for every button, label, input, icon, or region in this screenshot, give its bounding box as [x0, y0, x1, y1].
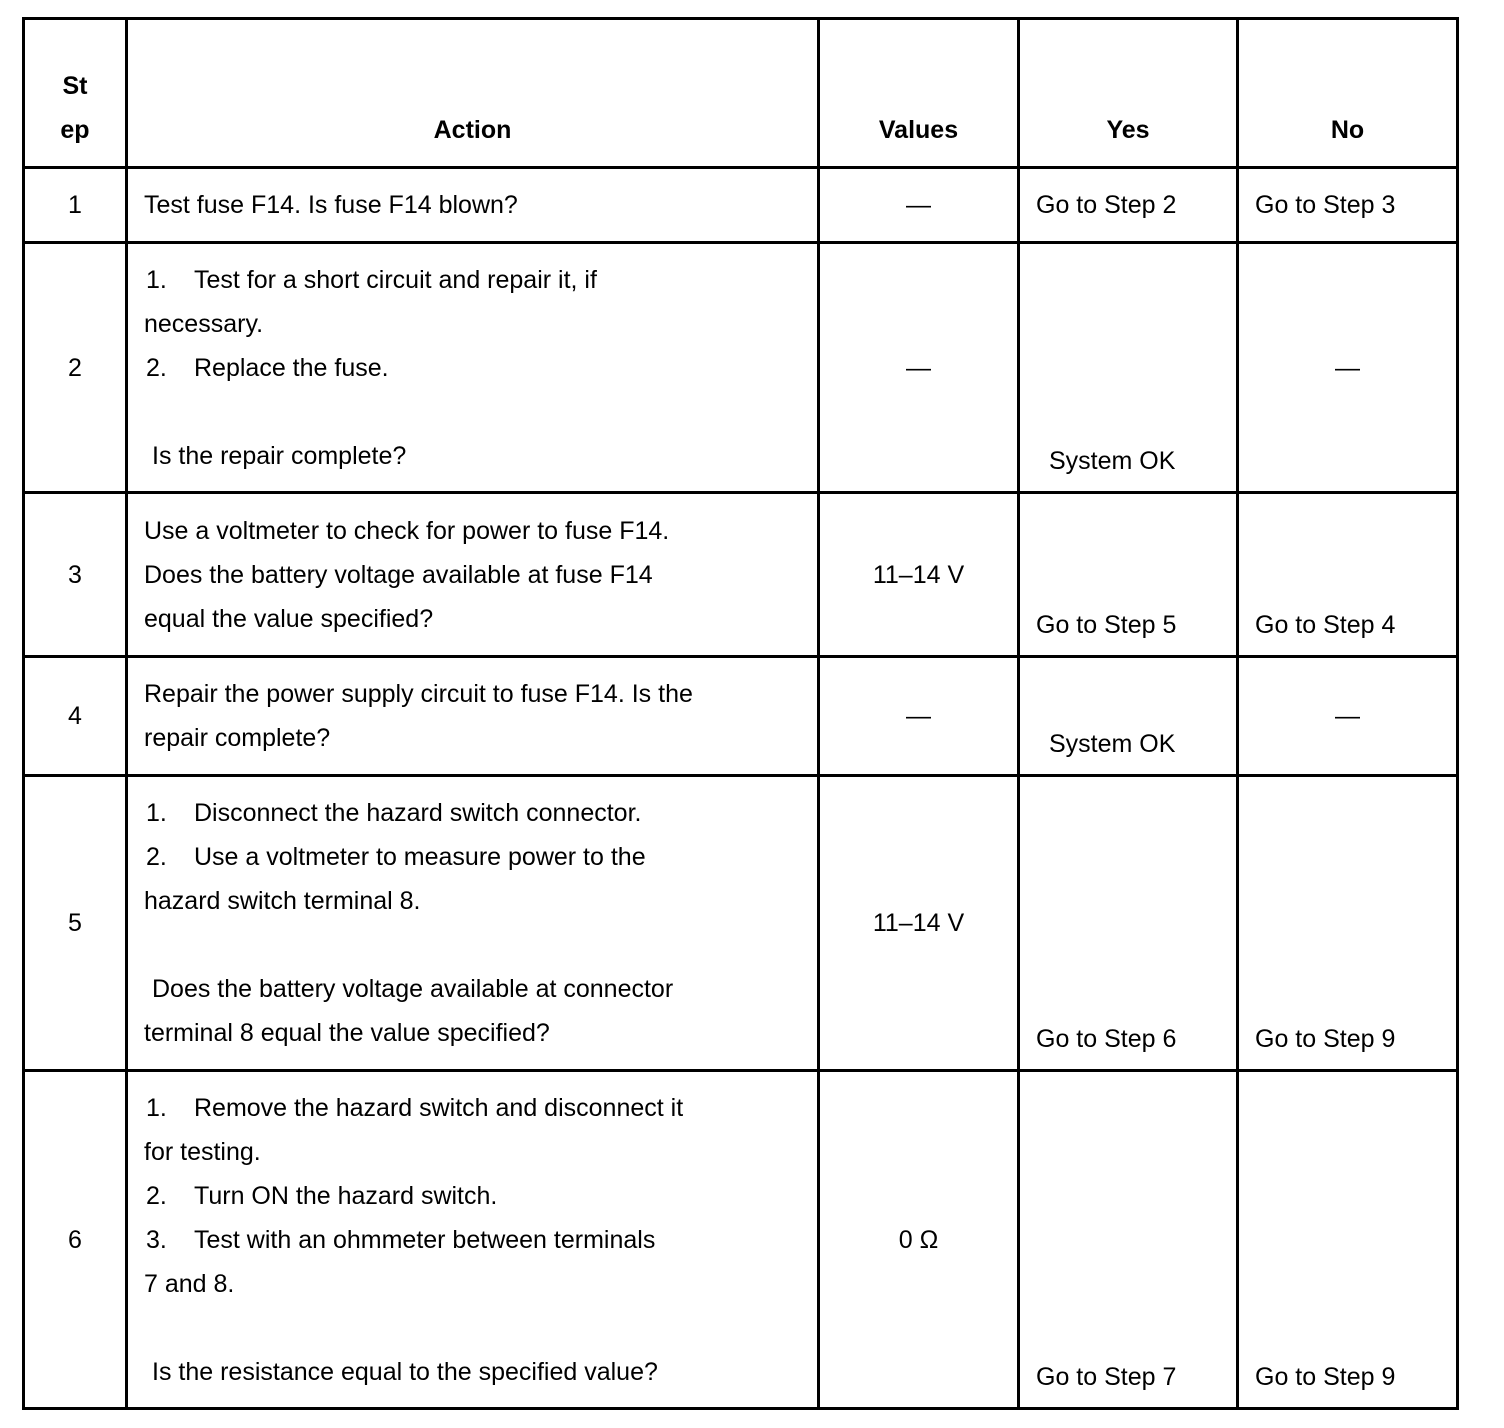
header-step-line1: St: [62, 72, 88, 100]
item-text: Use a voltmeter to measure power to the: [194, 843, 646, 871]
yes-cell: [1019, 776, 1238, 1071]
step-number: 1: [24, 168, 127, 243]
action-question: Is the resistance equal to the specified value?: [152, 1357, 658, 1386]
action-item-continuation: necessary.: [144, 309, 264, 338]
table-row: [24, 657, 1458, 776]
step-number: 2: [24, 243, 127, 493]
action-item: [144, 835, 807, 879]
no-result: Go to Step 9: [1255, 1025, 1396, 1053]
item-text: Test with an ohmmeter between terminals: [194, 1225, 656, 1254]
item-text: Disconnect the hazard switch connector.: [194, 799, 642, 827]
yes-result: System OK: [1049, 730, 1176, 758]
action-item-continuation: for testing.: [144, 1137, 261, 1166]
action-item: [144, 1218, 807, 1262]
header-row: [24, 19, 1458, 168]
header-step-line2: ep: [60, 116, 90, 144]
item-number: 2.: [146, 1181, 167, 1210]
yes-result: System OK: [1049, 447, 1176, 475]
no-cell: [1238, 493, 1458, 657]
step-number: 3: [24, 493, 127, 657]
yes-cell: [1019, 243, 1238, 493]
no-result: Go to Step 9: [1255, 1363, 1396, 1391]
yes-cell: [1019, 1071, 1238, 1409]
item-text: Replace the fuse.: [194, 353, 389, 382]
action-item: [144, 258, 807, 302]
diagnostic-table: [22, 17, 1459, 1410]
item-number: 3.: [146, 1225, 167, 1254]
value-cell: 11–14 V: [819, 776, 1019, 1071]
no-cell: Go to Step 3: [1238, 168, 1458, 243]
action-item: [144, 346, 807, 390]
table-row: [24, 168, 1458, 243]
no-cell: [1238, 657, 1458, 776]
header-no: No: [1238, 19, 1458, 168]
step-number: 4: [24, 657, 127, 776]
yes-result: Go to Step 5: [1036, 611, 1177, 639]
header-action: Action: [127, 19, 819, 168]
action-item-continuation: 7 and 8.: [144, 1269, 235, 1298]
value-cell: —: [819, 243, 1019, 493]
action-cell: [127, 168, 819, 243]
step-number: 6: [24, 1071, 127, 1409]
action-line: repair complete?: [144, 724, 331, 752]
item-text: Remove the hazard switch and disconnect it: [194, 1093, 684, 1122]
yes-cell: [1019, 657, 1238, 776]
no-result: —: [1335, 353, 1360, 382]
item-number: 2.: [146, 843, 167, 871]
action-line: Test fuse F14. Is fuse F14 blown?: [144, 191, 518, 219]
action-cell: [127, 1071, 819, 1409]
yes-result: Go to Step 6: [1036, 1025, 1177, 1053]
value-cell: —: [819, 168, 1019, 243]
action-cell: [127, 776, 819, 1071]
no-cell: [1238, 1071, 1458, 1409]
step-number: 5: [24, 776, 127, 1071]
item-number: 1.: [146, 1093, 167, 1122]
value-cell: 11–14 V: [819, 493, 1019, 657]
header-step: [24, 19, 127, 168]
table-row: [24, 776, 1458, 1071]
value-cell: 0 Ω: [819, 1071, 1019, 1409]
table-row: [24, 1071, 1458, 1409]
action-item: [144, 1174, 807, 1218]
no-cell: [1238, 243, 1458, 493]
yes-cell: Go to Step 2: [1019, 168, 1238, 243]
action-line: Repair the power supply circuit to fuse F14. Is the: [144, 680, 693, 708]
action-question: terminal 8 equal the value specified?: [144, 1019, 550, 1047]
action-item: [144, 791, 807, 835]
item-number: 1.: [146, 265, 167, 294]
action-line: Use a voltmeter to check for power to fuse F14.: [144, 516, 670, 545]
no-result: Go to Step 4: [1255, 611, 1396, 639]
yes-result: Go to Step 7: [1036, 1363, 1177, 1391]
item-text: Test for a short circuit and repair it, if: [194, 265, 597, 294]
header-yes: Yes: [1019, 19, 1238, 168]
action-cell: [127, 493, 819, 657]
action-item: [144, 1086, 807, 1130]
no-cell: [1238, 776, 1458, 1071]
value-cell: —: [819, 657, 1019, 776]
action-question: Is the repair complete?: [152, 441, 407, 470]
action-question: Does the battery voltage available at connector: [152, 975, 674, 1003]
table-row: [24, 243, 1458, 493]
action-line: equal the value specified?: [144, 604, 434, 633]
action-line: Does the battery voltage available at fuse F14: [144, 560, 653, 589]
item-number: 2.: [146, 353, 167, 382]
action-cell: [127, 243, 819, 493]
no-result: —: [1335, 702, 1360, 730]
action-item-continuation: hazard switch terminal 8.: [144, 887, 421, 915]
item-number: 1.: [146, 799, 167, 827]
header-values: Values: [819, 19, 1019, 168]
action-cell: [127, 657, 819, 776]
yes-cell: [1019, 493, 1238, 657]
table-row: [24, 493, 1458, 657]
item-text: Turn ON the hazard switch.: [194, 1181, 498, 1210]
